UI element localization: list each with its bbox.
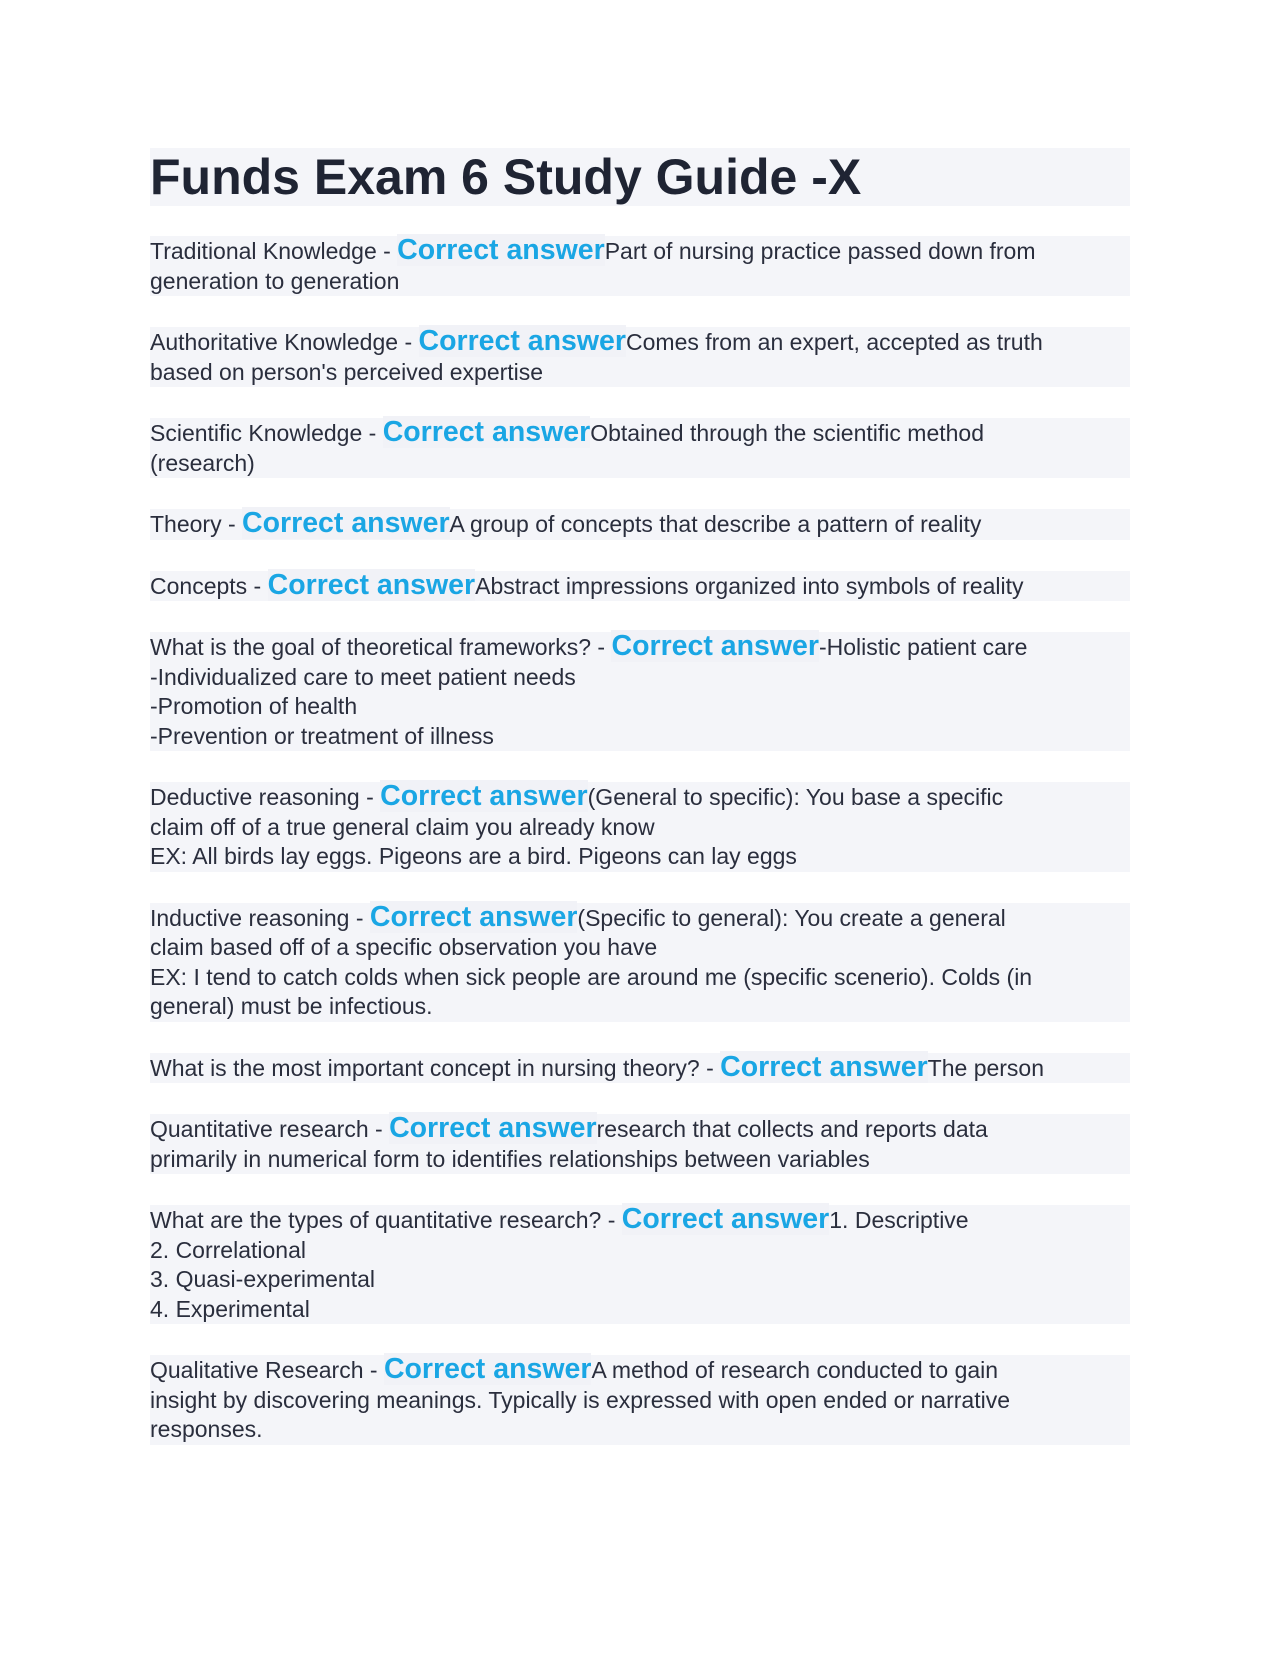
entry-continuation-text: EX: I tend to catch colds when sick people are around me (specific scenerio). Colds (in bbox=[150, 963, 1033, 990]
entry-continuation-line bbox=[150, 449, 1130, 479]
entry-continuation-line bbox=[150, 1386, 1130, 1416]
entry-continuation-text: claim off of a true general claim you already know bbox=[150, 813, 655, 840]
study-entry bbox=[150, 632, 1130, 751]
entry-term: Deductive reasoning - bbox=[150, 784, 381, 810]
entry-answer: (Specific to general): You create a general bbox=[577, 904, 1006, 931]
entry-first-line bbox=[150, 418, 1130, 449]
study-entry bbox=[150, 782, 1130, 872]
entry-continuation-text: 4. Experimental bbox=[150, 1295, 310, 1322]
page-title: Funds Exam 6 Study Guide -X bbox=[150, 148, 1130, 206]
entry-continuation-line bbox=[150, 1265, 1130, 1295]
correct-answer-marker: Correct answer bbox=[389, 1112, 597, 1144]
document-page bbox=[150, 148, 1130, 1476]
study-entry bbox=[150, 1355, 1130, 1445]
correct-answer-marker: Correct answer bbox=[621, 1203, 830, 1235]
entry-answer: Abstract impressions organized into symbols of reality bbox=[475, 572, 1024, 599]
entry-continuation-text: insight by discovering meanings. Typically is expressed with open ended or narrative bbox=[150, 1386, 1010, 1413]
entry-term: Scientific Knowledge - bbox=[150, 420, 383, 446]
entry-continuation-line bbox=[150, 963, 1130, 993]
entry-answer: Part of nursing practice passed down from bbox=[604, 238, 1036, 264]
study-entry bbox=[150, 1050, 1130, 1084]
entry-term: Traditional Knowledge - bbox=[150, 238, 398, 264]
entry-term: What are the types of quantitative research? - bbox=[150, 1207, 622, 1233]
entry-first-line bbox=[150, 509, 1130, 540]
study-entries bbox=[150, 236, 1130, 1445]
entry-continuation-line bbox=[150, 933, 1130, 963]
entry-continuation-text: based on person's perceived expertise bbox=[150, 358, 544, 385]
entry-answer: 1. Descriptive bbox=[829, 1207, 969, 1233]
entry-continuation-text: -Promotion of health bbox=[150, 693, 358, 719]
correct-answer-marker: Correct answer bbox=[369, 900, 578, 933]
entry-first-line bbox=[150, 1114, 1130, 1145]
study-entry bbox=[150, 509, 1130, 540]
correct-answer-marker: Correct answer bbox=[267, 568, 476, 601]
entry-continuation-line bbox=[150, 842, 1130, 872]
study-entry bbox=[150, 1205, 1130, 1324]
entry-continuation-text: general) must be infectious. bbox=[150, 993, 433, 1019]
entry-continuation-text: EX: All birds lay eggs. Pigeons are a bird. Pigeons can lay eggs bbox=[150, 843, 797, 869]
entry-continuation-line bbox=[150, 1236, 1130, 1266]
entry-answer: A group of concepts that describe a pattern of reality bbox=[449, 511, 982, 537]
entry-answer: Obtained through the scientific method bbox=[590, 420, 984, 446]
entry-term: Theory - bbox=[150, 511, 243, 537]
entry-continuation-line bbox=[150, 1145, 1130, 1175]
entry-answer: The person bbox=[927, 1054, 1045, 1081]
entry-continuation-line bbox=[150, 1295, 1130, 1325]
entry-continuation-line bbox=[150, 663, 1130, 693]
entry-continuation-text: (research) bbox=[150, 449, 255, 476]
entry-first-line bbox=[150, 327, 1130, 358]
study-entry bbox=[150, 900, 1130, 1022]
entry-first-line bbox=[150, 568, 1130, 602]
entry-first-line bbox=[150, 236, 1130, 267]
entry-answer: research that collects and reports data bbox=[596, 1116, 988, 1142]
entry-first-line bbox=[150, 1205, 1130, 1236]
entry-answer: (General to specific): You base a specific bbox=[587, 784, 1004, 810]
entry-continuation-text: primarily in numerical form to identifies relationships between variables bbox=[150, 1145, 870, 1172]
correct-answer-marker: Correct answer bbox=[380, 780, 588, 812]
entry-continuation-line bbox=[150, 722, 1130, 752]
entry-first-line bbox=[150, 1355, 1130, 1386]
entry-continuation-text: -Prevention or treatment of illness bbox=[150, 722, 494, 749]
entry-term: Inductive reasoning - bbox=[150, 904, 370, 931]
study-entry bbox=[150, 568, 1130, 602]
entry-continuation-text: claim based off of a specific observation you have bbox=[150, 934, 658, 960]
correct-answer-marker: Correct answer bbox=[383, 1353, 592, 1385]
entry-first-line bbox=[150, 900, 1130, 934]
entry-continuation-line bbox=[150, 992, 1130, 1022]
correct-answer-marker: Correct answer bbox=[611, 630, 819, 662]
entry-answer: -Holistic patient care bbox=[819, 634, 1028, 660]
study-entry bbox=[150, 418, 1130, 478]
entry-first-line bbox=[150, 1050, 1130, 1084]
study-entry bbox=[150, 1114, 1130, 1174]
entry-answer: A method of research conducted to gain bbox=[591, 1357, 999, 1383]
entry-continuation-text: 2. Correlational bbox=[150, 1236, 306, 1263]
entry-answer: Comes from an expert, accepted as truth bbox=[626, 329, 1043, 355]
entry-term: What is the goal of theoretical frameworks? - bbox=[150, 634, 612, 660]
correct-answer-marker: Correct answer bbox=[242, 507, 450, 539]
study-entry bbox=[150, 236, 1130, 296]
correct-answer-marker: Correct answer bbox=[418, 325, 627, 357]
entry-continuation-text: 3. Quasi-experimental bbox=[150, 1266, 375, 1292]
entry-term: Authoritative Knowledge - bbox=[150, 329, 419, 355]
entry-term: Concepts - bbox=[150, 572, 268, 599]
correct-answer-marker: Correct answer bbox=[720, 1050, 928, 1083]
entry-term: What is the most important concept in nursing theory? - bbox=[150, 1054, 721, 1081]
correct-answer-marker: Correct answer bbox=[397, 234, 605, 266]
entry-continuation-line bbox=[150, 267, 1130, 297]
entry-continuation-text: generation to generation bbox=[150, 267, 400, 294]
entry-term: Qualitative Research - bbox=[150, 1357, 384, 1383]
entry-continuation-text: -Individualized care to meet patient needs bbox=[150, 663, 576, 690]
entry-continuation-line bbox=[150, 813, 1130, 843]
entry-term: Quantitative research - bbox=[150, 1116, 390, 1142]
entry-first-line bbox=[150, 782, 1130, 813]
study-entry bbox=[150, 327, 1130, 387]
entry-continuation-text: responses. bbox=[150, 1416, 263, 1442]
entry-first-line bbox=[150, 632, 1130, 663]
entry-continuation-line bbox=[150, 358, 1130, 388]
correct-answer-marker: Correct answer bbox=[382, 416, 591, 448]
entry-continuation-line bbox=[150, 692, 1130, 722]
entry-continuation-line bbox=[150, 1415, 1130, 1445]
